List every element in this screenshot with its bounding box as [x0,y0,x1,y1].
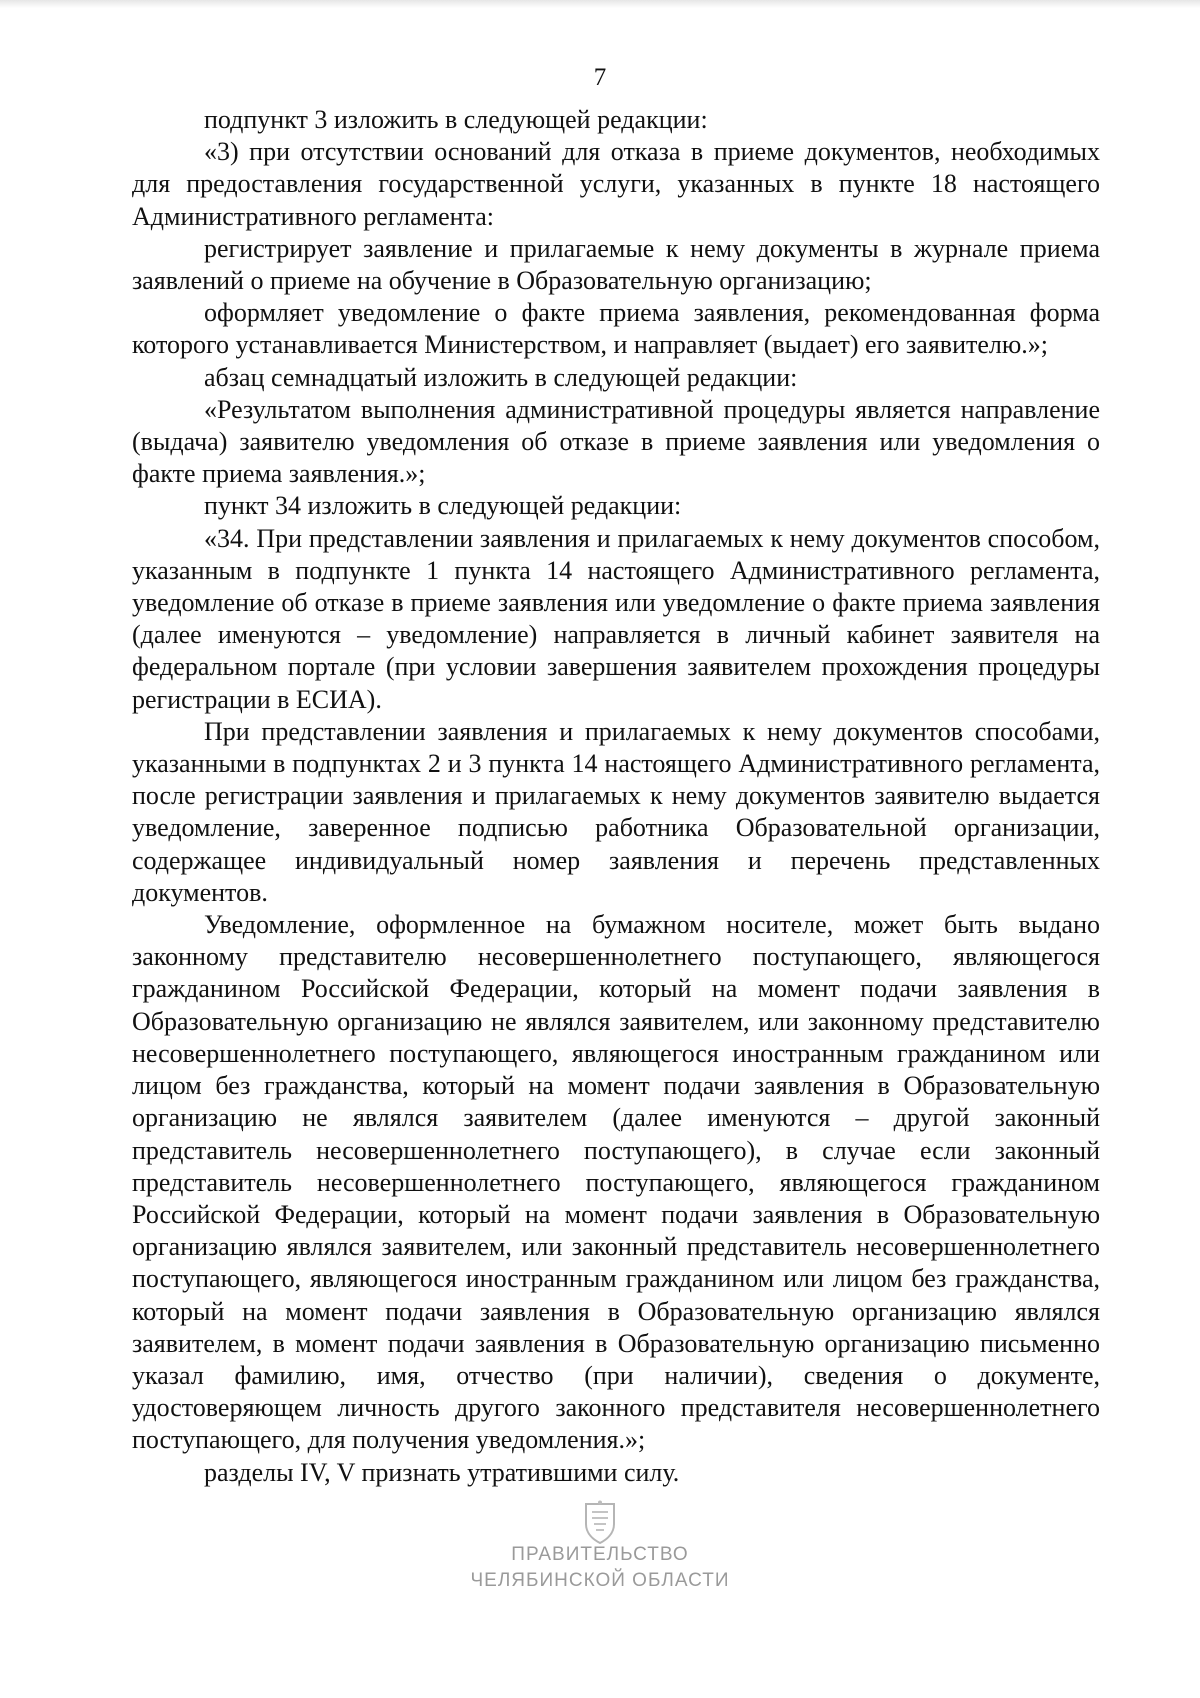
scan-edge [0,0,1200,8]
stamp-line-2: ЧЕЛЯБИНСКОЙ ОБЛАСТИ [470,1570,730,1591]
paragraph: разделы IV, V признать утратившими силу. [204,1457,680,1487]
paragraph: «3) при отсутствии оснований для отказа в приеме документов, необходимых для предоставления государственной услуги, указанных в пункте 18 настоящего Административного регламента: [132,137,1100,231]
paragraph: подпункт 3 изложить в следующей редакции: [204,105,708,134]
paragraph: При представлении заявления и прилагаемых к нему документов способами, указанными в подпунктах 2 и 3 пункта 14 настоящего Административного регламента, после регистрации заявления и прилагаемых к нему документов заявителю выдается уведомление, заверенное подписью работника Образовательной организации, содержащее индивидуальный номер заявления и перечень представленных документов. [132,716,1100,907]
paragraph: абзац семнадцатый изложить в следующей редакции: [204,362,798,392]
paragraph: пункт 34 изложить в следующей редакции: [204,491,682,521]
paragraph: оформляет уведомление о факте приема заявления, рекомендованная форма которого устанавливается Министерством, и направляет (выдает) его заявителю.»; [132,298,1100,360]
paragraph: «34. При представлении заявления и прилагаемых к нему документов способом, указанным в подпункте 1 пункта 14 настоящего Административного регламента, уведомление об отказе в приеме заявления или уведомление о факте приема заявления (далее именуются – уведомление) направляется в личный кабинет заявителя на федеральном портале (при условии завершения заявителем прохождения процедуры регистрации в ЕСИА). [132,523,1100,714]
coat-of-arms-icon [582,1500,618,1544]
paragraph: «Результатом выполнения административной процедуры является направление (выдача) заявителю уведомления об отказе в приеме заявления или уведомления о факте приема заявления.»; [132,394,1100,489]
paragraph: Уведомление, оформленное на бумажном носителе, может быть выдано законному представителю несовершеннолетнего поступающего, являющегося гражданином Российской Федерации, который на момент подачи заявления в Образовательную организацию не являлся заявителем, или законному представителю несовершеннолетнего поступающего, являющегося иностранным гражданином или лицом без гражданства, который на момент подачи заявления в Образовательную организацию не являлся заявителем (далее именуются – другой законный представитель несовершеннолетнего поступающего), в случае если законный представитель несовершеннолетнего поступающего, являющегося гражданином Российской Федерации, который на момент подачи заявления в Образовательную организацию являлся заявителем, или законный представитель несовершеннолетнего поступающего, являющегося иностранным гражданином или лицом без гражданства, который на момент подачи заявления в Образовательную организацию являлся заявителем, в момент подачи заявления в Образовательную организацию письменно указал фамилию, имя, отчество (при наличии), сведения о документе, удостоверяющем личность другого законного представителя несовершеннолетнего поступающего, для получения уведомления.»; [132,910,1100,1455]
document-body [132,104,1100,1489]
stamp-line-1: ПРАВИТЕЛЬСТВО [511,1544,689,1565]
government-stamp [470,1500,730,1600]
paragraph: регистрирует заявление и прилагаемые к нему документы в журнале приема заявлений о приеме на обучение в Образовательную организацию; [132,233,1100,296]
page-number: 7 [593,64,607,91]
